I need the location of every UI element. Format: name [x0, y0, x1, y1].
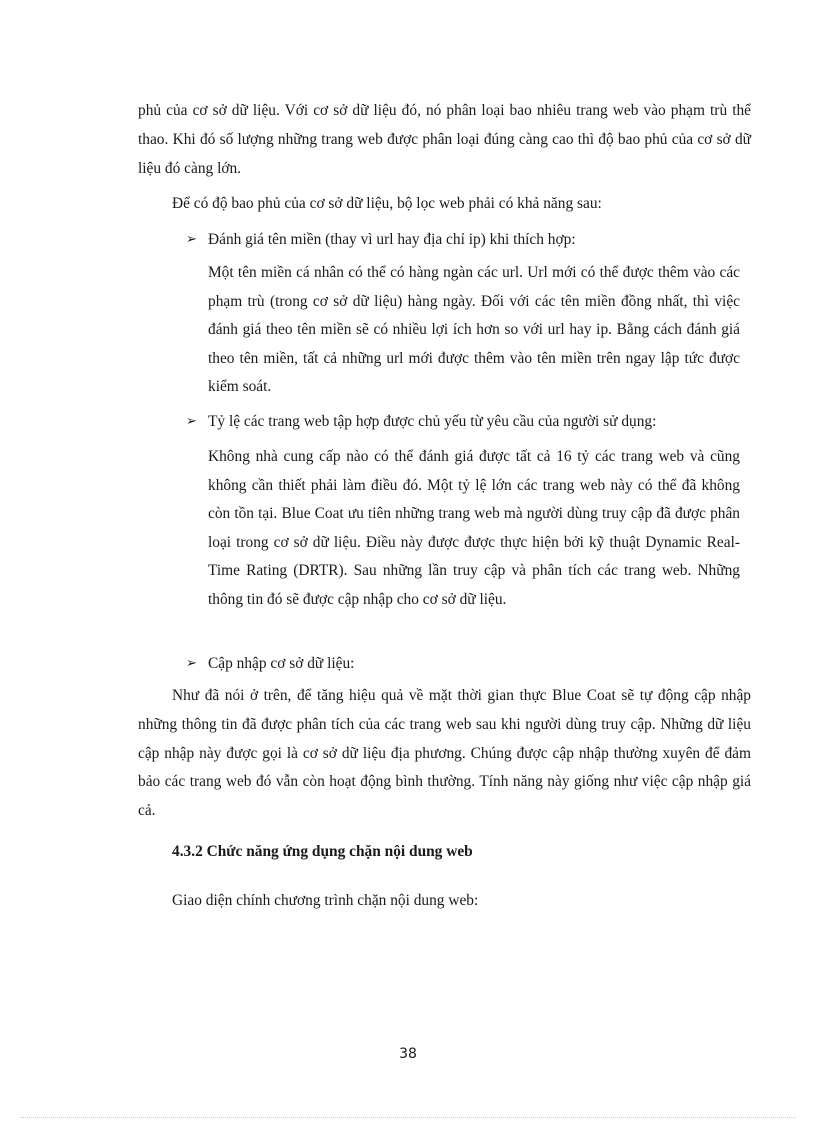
bullet-domain-rating-body: Một tên miền cá nhân có thể có hàng ngàn các url. Url mới có thể được thêm vào các phạm trù (trong cơ sở dữ liệu) hàng ngày. Đối với các tên miền đồng nhất, thì việc đánh giá theo tên miền sẽ có nhiều lợi ích hơn so với url hay ip. Bằng cách đánh giá theo tên miền, tất cả những url mới được thêm vào tên miền trên ngay lập tức được kiểm soát.: [208, 264, 740, 396]
bullet-database-update: [186, 650, 751, 679]
bullet-user-requests-label: Tỷ lệ các trang web tập hợp được chủ yếu từ yêu cầu của người sử dụng:: [208, 413, 657, 430]
page-bottom-divider: [20, 1117, 796, 1118]
page-number: 38: [399, 1046, 417, 1062]
arrow-bullet-icon: ➢: [186, 232, 197, 247]
bullet-domain-rating-label: Đánh giá tên miền (thay vì url hay địa chỉ ip) khi thích hợp:: [208, 231, 576, 248]
bullet-user-requests: [186, 408, 751, 437]
bullet-user-requests-body: Không nhà cung cấp nào có thể đánh giá được tất cả 16 tỷ các trang web và cũng không cần thiết phải làm điều đó. Một tỷ lệ lớn các trang web này có thể đã không còn tồn tại. Blue Coat ưu tiên những trang web mà người dùng truy cập đã được phân loại trong cơ sở dữ liệu. Điều này được được thực hiện bởi kỹ thuật Dynamic Real-Time Rating (DRTR). Sau những lần truy cập và phân tích các trang web. Những thông tin đó sẽ được cập nhập cho cơ sở dữ liệu.: [208, 448, 740, 608]
bullet-domain-rating: [186, 226, 751, 255]
arrow-bullet-icon: ➢: [186, 414, 197, 429]
paragraph-realtime-update: Như đã nói ở trên, để tăng hiệu quả về mặt thời gian thực Blue Coat sẽ tự động cập nhập những thông tin đã được phân tích của các trang web sau khi người dùng truy cập. Những dữ liệu cập nhập này được gọi là cơ sở dữ liệu địa phương. Chúng được cập nhập thường xuyên để đảm bảo các trang web đó vẫn còn hoạt động bình thường. Tính năng này giống như việc cập nhập giá cả.: [138, 687, 751, 820]
paragraph-main-interface: Giao diện chính chương trình chặn nội dung web:: [172, 892, 479, 909]
paragraph-filter-requirements: Để có độ bao phủ của cơ sở dữ liệu, bộ lọc web phải có khả năng sau:: [172, 195, 602, 212]
bullet-database-update-label: Cập nhập cơ sở dữ liệu:: [208, 655, 355, 672]
section-heading: 4.3.2 Chức năng ứng dụng chặn nội dung web: [172, 843, 473, 860]
arrow-bullet-icon: ➢: [186, 656, 197, 671]
paragraph-coverage-intro: phủ của cơ sở dữ liệu. Với cơ sở dữ liệu đó, nó phân loại bao nhiêu trang web vào phạm trù thể thao. Khi đó số lượng những trang web được phân loại đúng càng cao thì độ bao phủ của cơ sở dữ liệu đó càng lớn.: [138, 102, 751, 177]
